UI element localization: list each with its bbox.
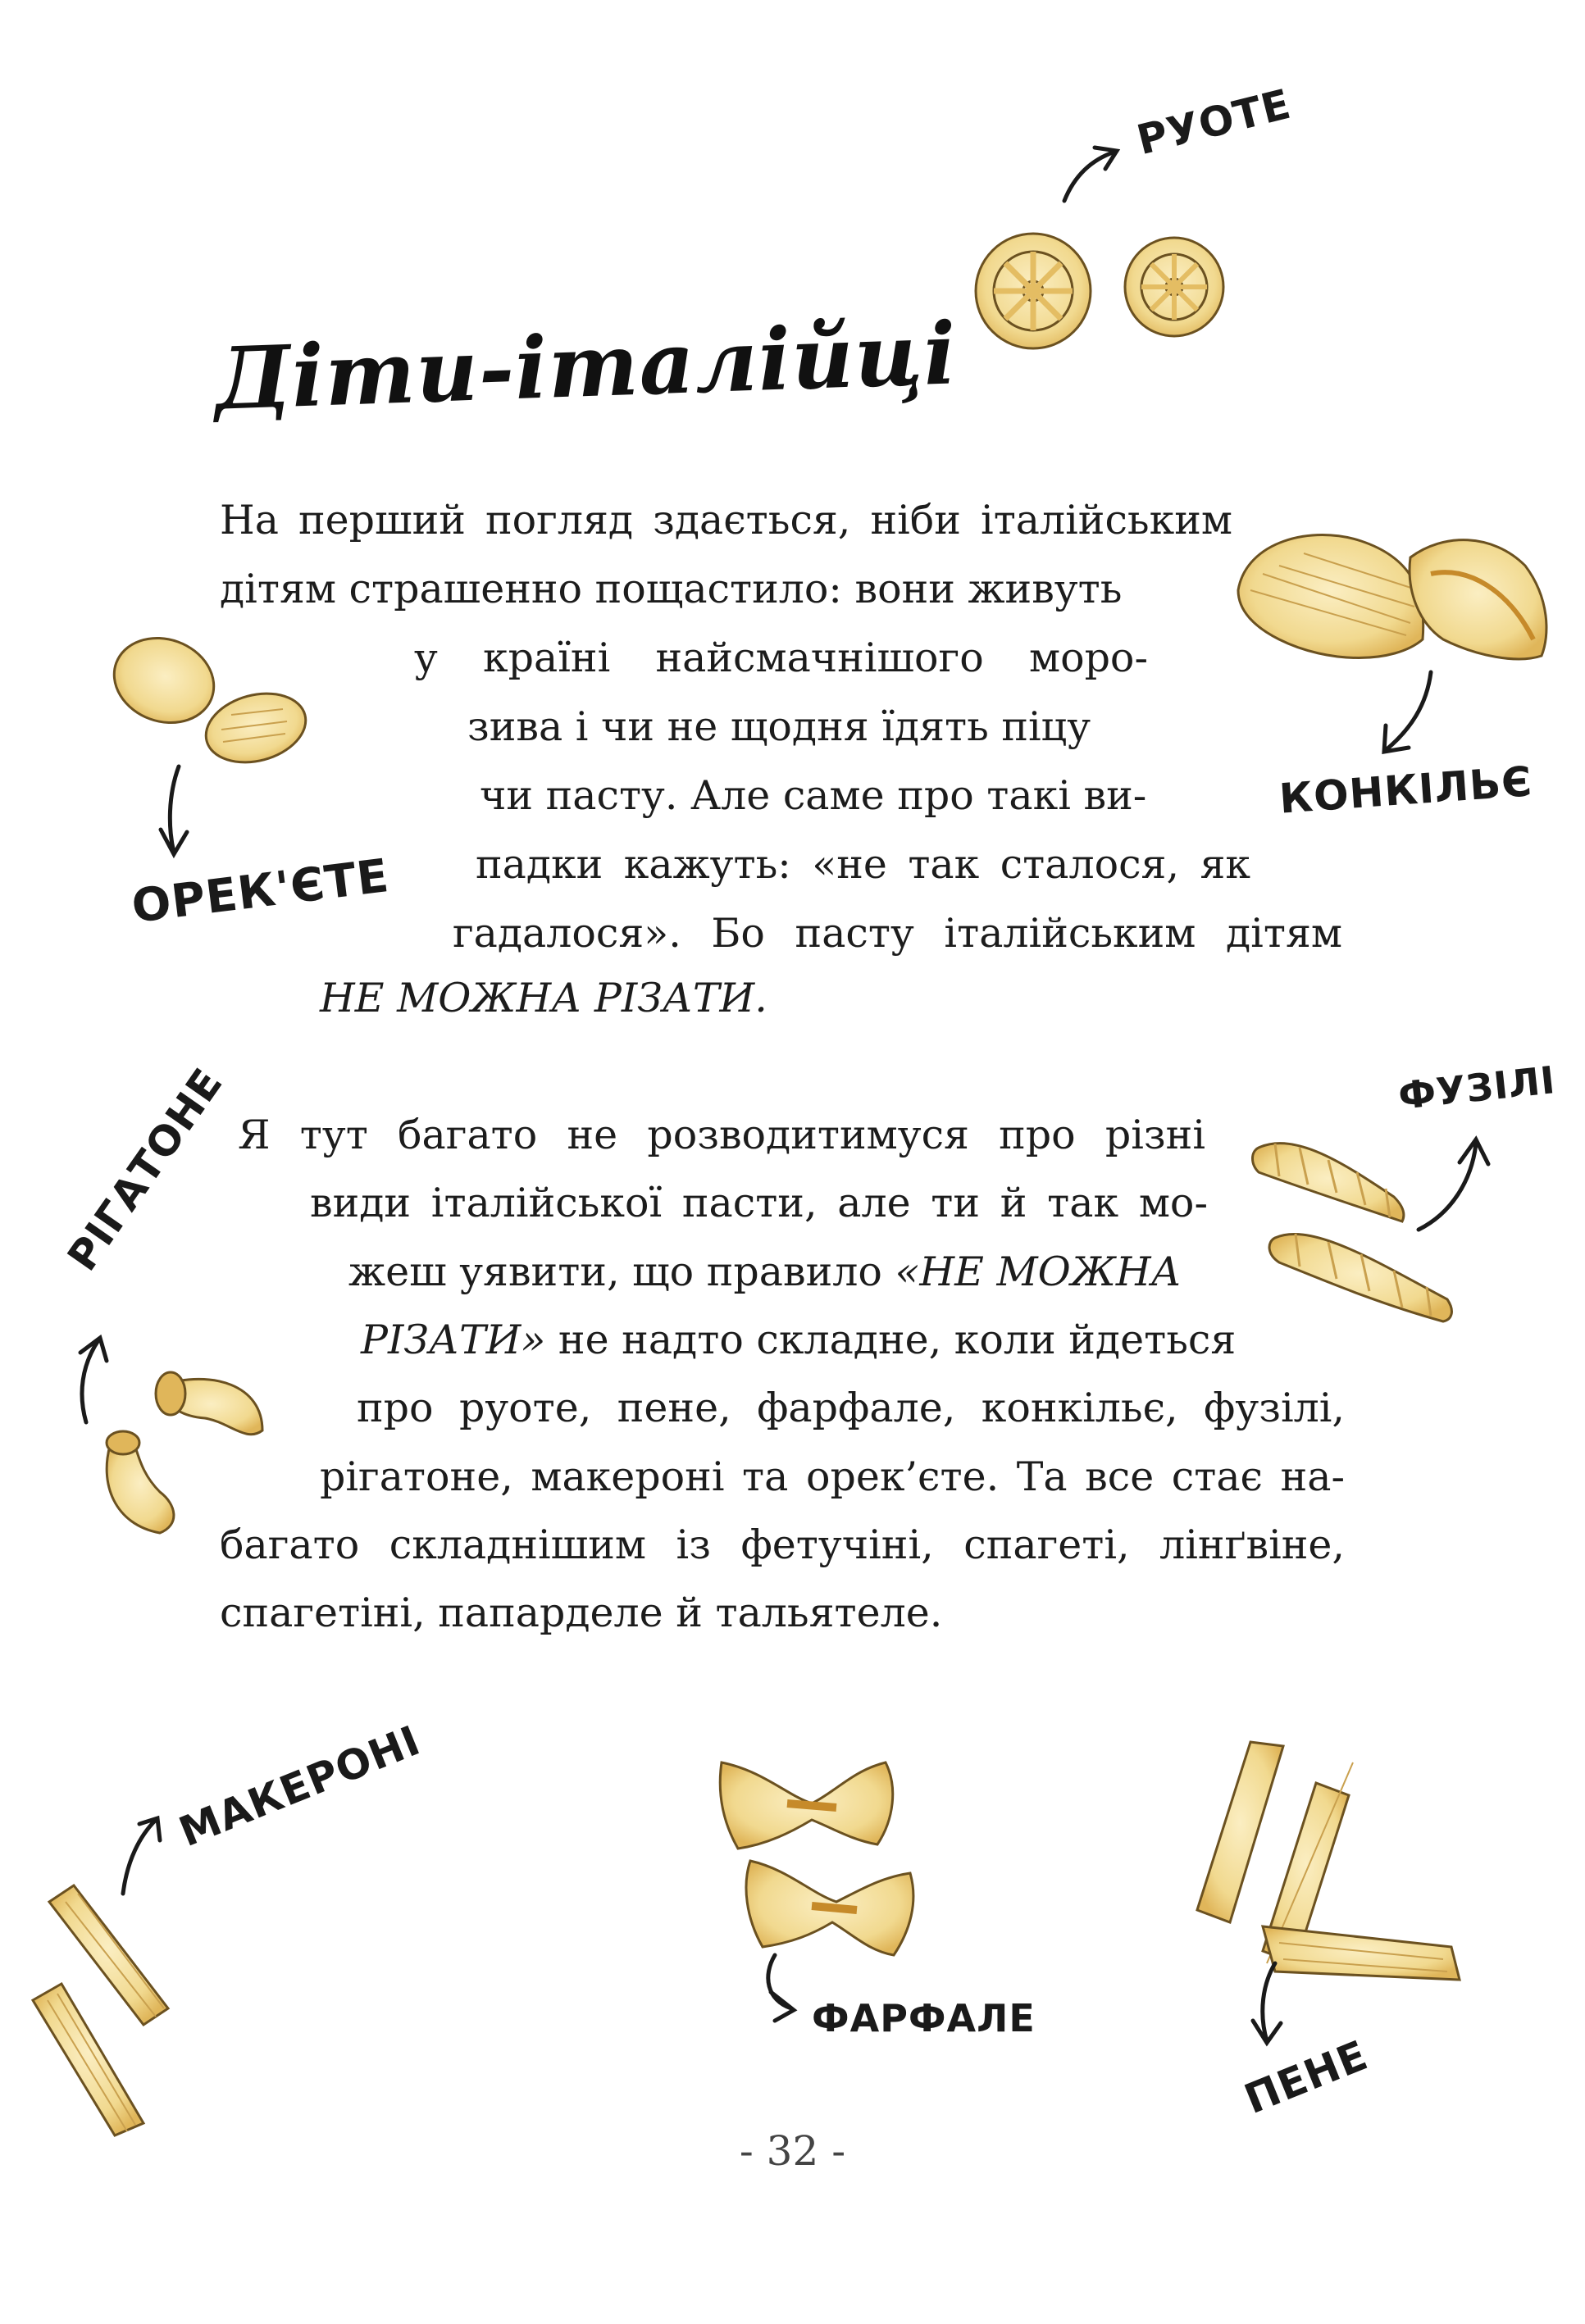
label-conchiglie: КОНКІЛЬЄ [1278,757,1534,823]
p2-line-8: спагетіні, папарделе й тальятеле. [220,1590,943,1636]
p2-line-3-emphasis: «НЕ МОЖНА [895,1248,1182,1295]
label-pene: ПЕНЕ [1237,2031,1375,2124]
pene-arrow [1253,1963,1281,2043]
p1-line-5: чи пасту. Але саме про такі ви- [480,772,1147,819]
makeroni-arrow [123,1818,160,1894]
pene-illustration [1197,1742,1460,1980]
label-makeroni: МАКЕРОНІ [172,1716,427,1857]
label-orecchiette: ОРЕК'ЄТЕ [129,849,393,934]
label-ruote: РУОТЕ [1132,80,1296,165]
p1-line-7: гадалося». Бо пасту італійським дітям [453,910,1342,957]
p2-line-2: види італійської пасти, але ти й так мо- [310,1180,1208,1226]
ruote-arrow [1064,148,1117,201]
makeroni-illustration [33,1885,168,2135]
p2-line-3-text: жеш уявити, що правило [348,1248,895,1295]
label-fusilli: ФУЗІЛІ [1396,1057,1558,1118]
rigatone-illustration [107,1372,262,1533]
p1-emphasis: НЕ МОЖНА РІЗАТИ. [320,975,767,1021]
label-rigatone: РІГАТОНЕ [58,1059,233,1280]
orecchiette-arrow [161,766,187,854]
p1-line-3: у країні найсмачнішого моро- [414,634,1148,681]
rigatone-arrow [80,1338,107,1422]
farfale-illustration [720,1762,913,1955]
conchiglie-illustration [1238,535,1546,659]
label-farfale: ФАРФАЛЕ [812,1996,1036,2040]
conchiglie-arrow [1384,672,1431,752]
ruote-illustration [976,234,1223,348]
farfale-arrow [768,1955,794,2021]
p2-line-6: рігатоне, макероні та орек’єте. Та все стає на- [320,1453,1345,1500]
page-number: - 32 - [739,2127,846,2175]
p2-line-4 [361,1316,1236,1365]
p1-line-6: падки кажуть: «не так сталося, як [476,841,1250,888]
orecchiette-illustration [102,625,314,773]
fusilli-arrow [1419,1139,1488,1230]
page-title: Діти-італійці [213,302,959,430]
p1-line-2: дітям страшенно пощастило: вони живуть [220,566,1123,612]
p2-line-4-emphasis: РІЗАТИ» [361,1317,546,1363]
p2-line-4-text: не надто складне, коли йдеться [545,1317,1237,1363]
fusilli-illustration [1253,1144,1452,1321]
p2-line-1: Я тут багато не розводитимуся про різні [238,1112,1205,1158]
p1-line-1: На перший погляд здається, ніби італійським [220,497,1232,543]
p2-line-5: про руоте, пене, фарфале, конкільє, фузілі, [357,1385,1345,1431]
p2-line-3 [348,1248,1182,1297]
p1-line-4: зива і чи не щодня їдять піцу [467,703,1091,750]
p2-line-7: багато складнішим із фетучіні, спагеті, лінґвіне, [220,1521,1345,1568]
